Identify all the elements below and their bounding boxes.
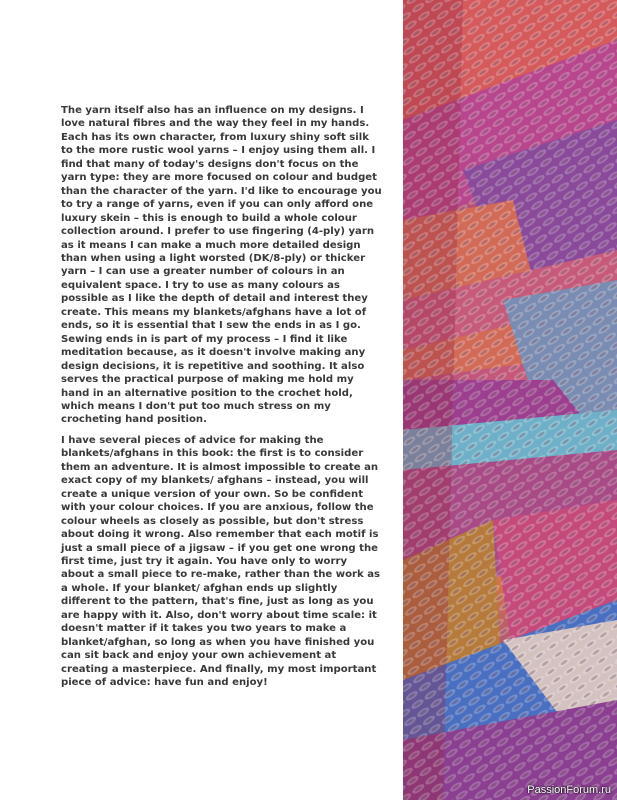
watermark: PassionForum.ru <box>527 784 611 796</box>
article-text <box>61 104 383 696</box>
crochet-blanket-photo <box>403 0 617 800</box>
paragraph-yarn-influence: The yarn itself also has an influence on my designs. I love natural fibres and the way they feel in my hands. Each has its own character, from luxury shiny soft silk to the more rustic wool yarns – I enjoy using them all. I find that many of today's designs don't focus on the yarn type: they are more focused on colour and budget than the character of the yarn. I'd like to encourage you to try a range of yarns, even if you can only afford one luxury skein – this is enough to build a whole colour collection around. I prefer to use fingering (4-ply) yarn as it means I can make a much more detailed design than when using a light worsted (DK/8-ply) or thicker yarn – I can use a greater number of colours in an equivalent space. I try to use as many colours as possible as I like the depth of detail and interest they create. This means my blankets/afghans have a lot of ends, so it is essential that I sew the ends in as I go. Sewing ends in is part of my process – I find it like meditation because, as it doesn't involve making any design decisions, it is repetitive and soothing. It also serves the practical purpose of making me hold my hand in an alternative position to the crochet hold, which means I don't put too much stress on my crocheting hand position. <box>61 105 382 426</box>
paragraph-advice: I have several pieces of advice for making the blankets/afghans in this book: the first is to consider them an adventure. It is almost impossible to create an exact copy of my blankets/ afghans – instead, you will create a unique version of your own. So be confident with your colour choices. If you are anxious, follow the colour wheels as closely as possible, but don't stress about doing it wrong. Also remember that each motif is just a small piece of a jigsaw – if you get one wrong the first time, just try it again. You have only to worry about a small piece to re-make, rather than the work as a whole. If your blanket/ afghan ends up slightly different to the pattern, that's fine, just as long as you are happy with it. Also, don't worry about time scale: it doesn't matter if it takes you two years to make a blanket/afghan, so long as when you have finished you can sit back and enjoy your own achievement at creating a masterpiece. And finally, my most important piece of advice: have fun and enjoy! <box>61 434 381 689</box>
